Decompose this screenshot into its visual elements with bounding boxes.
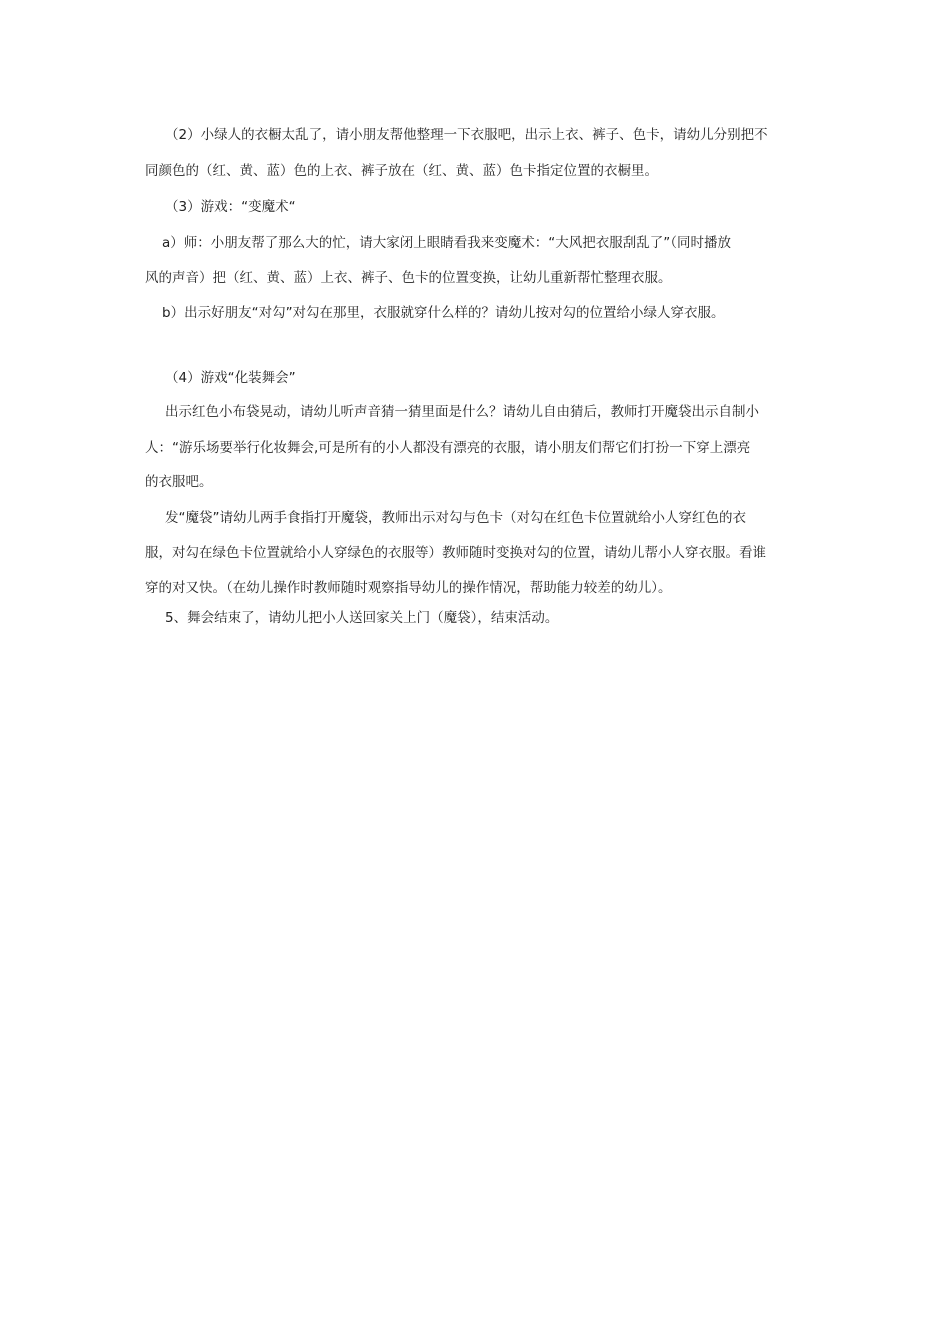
- step-5-line: 5、舞会结束了，请幼儿把小人送回家关上门（魔袋），结束活动。: [165, 610, 559, 626]
- game-4-heading: （4）游戏“化装舞会”: [165, 370, 296, 386]
- game-4-para-2-line-2: 服，对勾在绿色卡位置就给小人穿绿色的衣服等）教师随时变换对勾的位置，请幼儿帮小人穿衣服。看谁: [145, 545, 766, 561]
- item-a-line-2: 风的声音）把（红、黄、蓝）上衣、裤子、色卡的位置变换，让幼儿重新帮忙整理衣服。: [145, 270, 672, 286]
- game-4-para-1-line-1: 出示红色小布袋晃动，请幼儿听声音猜一猜里面是什么？请幼儿自由猜后，教师打开魔袋出示自制小: [165, 404, 759, 420]
- item-b-line: b）出示好朋友“对勾”对勾在那里，衣服就穿什么样的？请幼儿按对勾的位置给小绿人穿衣服。: [162, 305, 725, 321]
- paragraph-2-line-2: 同颜色的（红、黄、蓝）色的上衣、裤子放在（红、黄、蓝）色卡指定位置的衣橱里。: [145, 163, 658, 179]
- game-4-para-1-line-3: 的衣服吧。: [145, 474, 213, 490]
- game-3-heading: （3）游戏：“变魔术“: [165, 199, 296, 215]
- game-4-para-1-line-2: 人：“游乐场要举行化妆舞会,可是所有的小人都没有漂亮的衣服，请小朋友们帮它们打扮一下穿上漂亮: [145, 440, 751, 456]
- item-a-line-1: a）师：小朋友帮了那么大的忙，请大家闭上眼睛看我来变魔术：“大风把衣服刮乱了”（同时播放: [162, 235, 732, 251]
- paragraph-2-line-1: （2）小绿人的衣橱太乱了，请小朋友帮他整理一下衣服吧，出示上衣、裤子、色卡，请幼儿分别把不: [165, 127, 768, 143]
- game-4-para-2-line-1: 发“魔袋”请幼儿两手食指打开魔袋，教师出示对勾与色卡（对勾在红色卡位置就给小人穿红色的衣: [165, 510, 746, 526]
- game-4-para-2-line-3: 穿的对又快。（在幼儿操作时教师随时观察指导幼儿的操作情况，帮助能力较差的幼儿）。: [145, 580, 672, 596]
